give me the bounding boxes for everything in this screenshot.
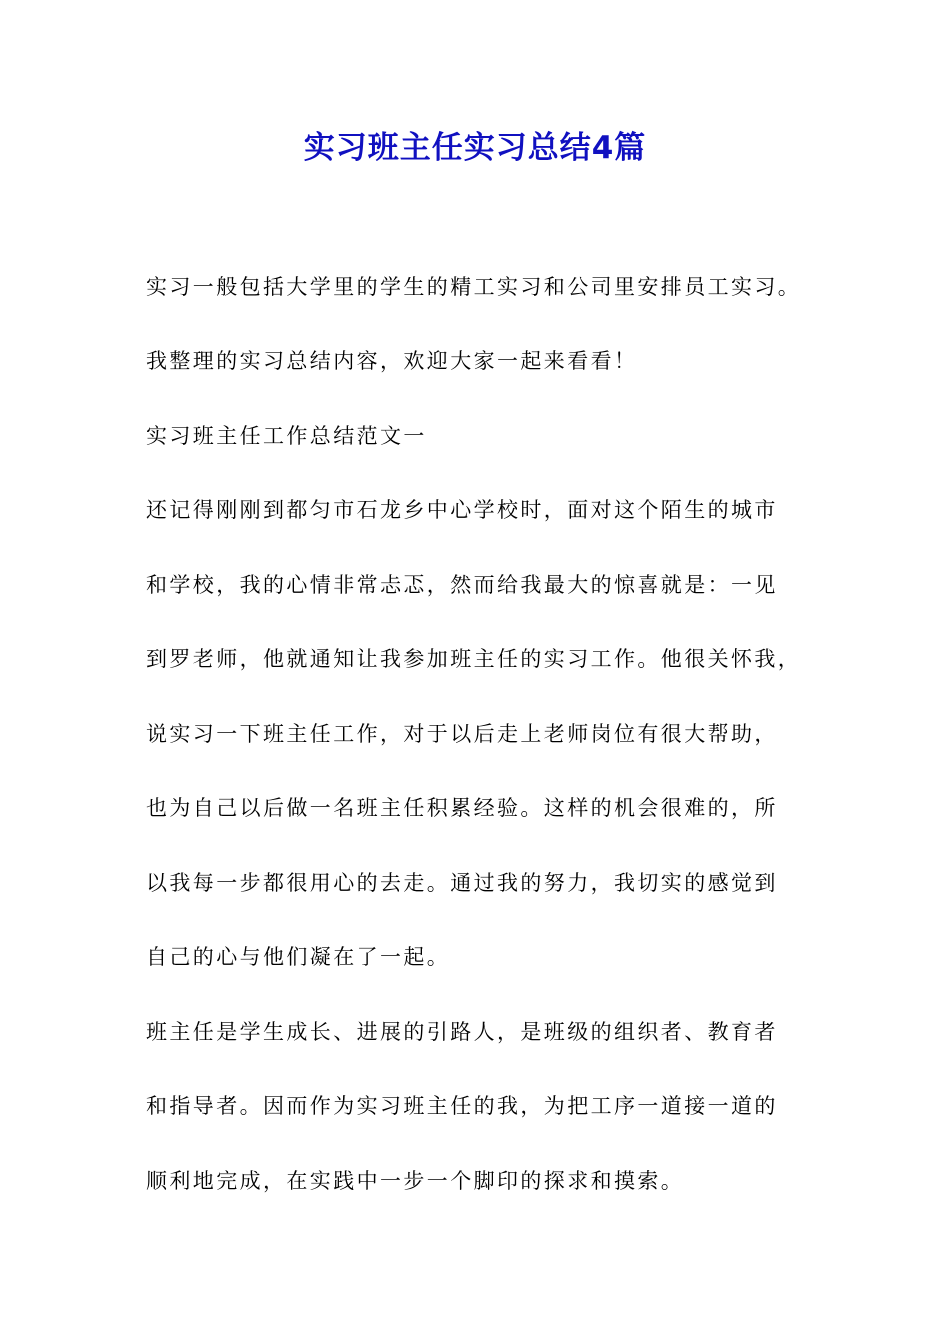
text-line: 班主任是学生成长、进展的引路人，是班级的组织者、教育者 xyxy=(146,1020,778,1044)
document-title: 实习班主任实习总结4篇 xyxy=(303,130,647,166)
text-line: 实习一般包括大学里的学生的精工实习和公司里安排员工实习。 xyxy=(146,275,802,299)
text-line: 和学校，我的心情非常忐忑，然而给我最大的惊喜就是：一见 xyxy=(146,573,778,597)
text-line: 我整理的实习总结内容，欢迎大家一起来看看！ xyxy=(146,349,638,373)
text-line: 和指导者。因而作为实习班主任的我，为把工序一道接一道的 xyxy=(146,1094,778,1118)
section-heading: 实习班主任工作总结范文一 xyxy=(146,424,427,448)
text-line: 自己的心与他们凝在了一起。 xyxy=(146,945,451,969)
text-line: 说实习一下班主任工作，对于以后走上老师岗位有很大帮助， xyxy=(146,722,778,746)
text-line: 到罗老师，他就通知让我参加班主任的实习工作。他很关怀我， xyxy=(146,647,802,671)
text-line: 还记得刚刚到都匀市石龙乡中心学校时，面对这个陌生的城市 xyxy=(146,498,778,522)
text-line: 顺利地完成，在实践中一步一个脚印的探求和摸索。 xyxy=(146,1169,685,1193)
text-line: 也为自己以后做一名班主任积累经验。这样的机会很难的，所 xyxy=(146,796,778,820)
text-line: 以我每一步都很用心的去走。通过我的努力，我切实的感觉到 xyxy=(146,871,778,895)
